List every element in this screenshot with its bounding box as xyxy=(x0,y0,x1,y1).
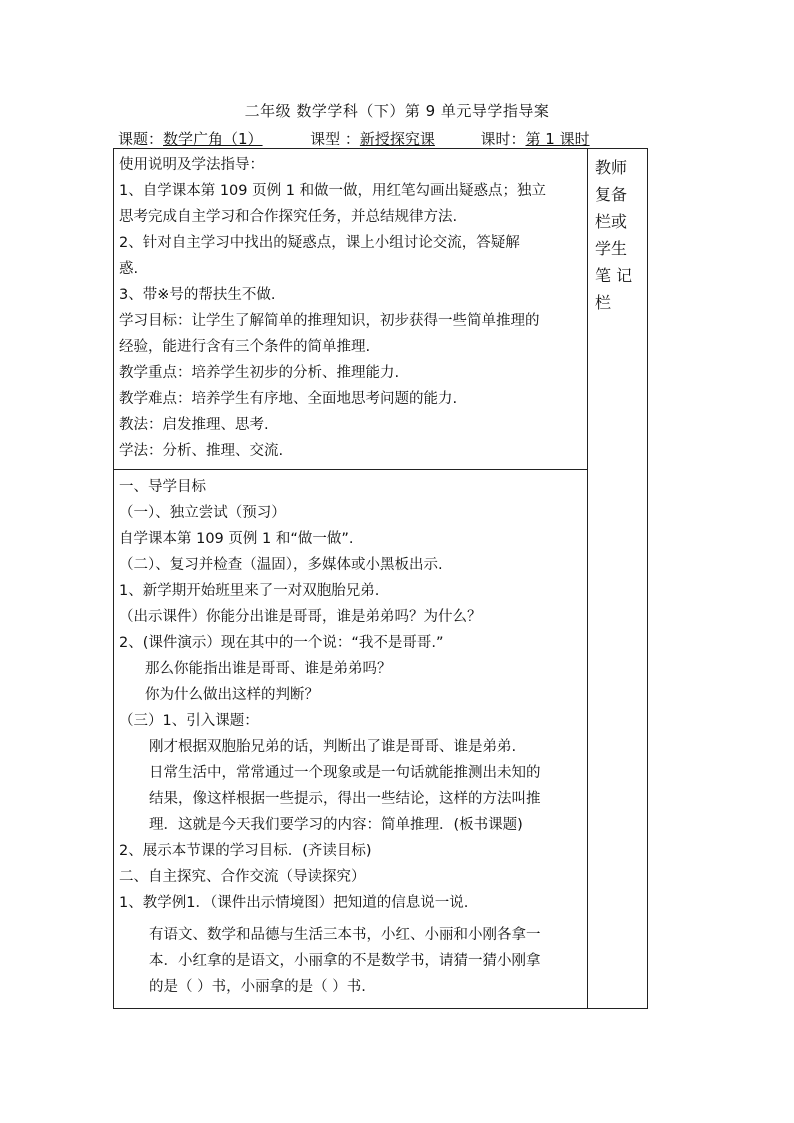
content-line: 你为什么做出这样的判断？ xyxy=(145,687,319,703)
topic-label: 课题： xyxy=(118,130,164,148)
sidebar-line: 学生 xyxy=(595,239,628,258)
content-line: 那么你能指出谁是哥哥、谁是弟弟吗？ xyxy=(145,661,392,677)
instruction-line: 惑. xyxy=(119,261,139,277)
type-label: 课型 ： xyxy=(310,130,360,148)
period-value: 第 1 课时 xyxy=(525,130,590,148)
content-line: 2、(课件演示）现在其中的一个说：“我不是哥哥.” xyxy=(119,635,444,651)
topic-value: 数学广角（1） xyxy=(163,130,263,148)
content-line: （三）1、引入课题： xyxy=(119,713,259,729)
content-line: 本．小红拿的是语文，小丽拿的不是数学书，请猜一猜小刚拿 xyxy=(149,953,541,969)
instructions-section xyxy=(119,152,584,464)
content-line: 自学课本第 109 页例 1 和“做一做”. xyxy=(119,531,354,547)
lesson-content-section xyxy=(119,474,584,1000)
content-line: 有语文、数学和品德与生活三本书，小红、小丽和小刚各拿一 xyxy=(149,927,541,943)
sidebar-line: 复备 xyxy=(595,185,628,204)
lesson-meta-row xyxy=(118,128,658,149)
sidebar-line: 栏 xyxy=(595,293,612,312)
content-line: 的是（ ）书，小丽拿的是（ ）书. xyxy=(149,979,366,995)
instruction-line: 1、自学课本第 109 页例 1 和做一做，用红笔勾画出疑惑点；独立 xyxy=(119,183,547,199)
instruction-line: 3、带※号的帮扶生不做. xyxy=(119,287,276,303)
content-line: 2、展示本节课的学习目标．(齐读目标) xyxy=(119,843,372,859)
content-line: 一、导学目标 xyxy=(119,479,206,495)
instruction-line: 教学重点：培养学生初步的分析、推理能力. xyxy=(119,365,400,381)
instruction-line: 2、针对自主学习中找出的疑惑点，课上小组讨论交流，答疑解 xyxy=(119,235,520,251)
content-line: （出示课件）你能分出谁是哥哥，谁是弟弟吗？为什么？ xyxy=(119,609,482,625)
sidebar-line: 笔 记 xyxy=(595,266,633,285)
instruction-line: 教法：启发推理、思考. xyxy=(119,417,269,433)
instruction-line: 思考完成自主学习和合作探究任务，并总结规律方法. xyxy=(119,209,458,225)
content-line: 1、新学期开始班里来了一对双胞胎兄弟. xyxy=(119,583,380,599)
teacher-notes-column xyxy=(587,148,649,1008)
instruction-line: 学习目标：让学生了解简单的推理知识，初步获得一些简单推理的 xyxy=(119,313,540,329)
content-line: 日常生活中，常常通过一个现象或是一句话就能推测出未知的 xyxy=(149,765,541,781)
type-value: 新授探究课 xyxy=(359,130,435,148)
section-divider xyxy=(113,469,587,470)
sidebar-line: 教师 xyxy=(595,158,628,177)
content-line: 1、教学例1．（课件出示情境图）把知道的信息说一说. xyxy=(119,895,469,911)
instruction-line: 使用说明及学法指导： xyxy=(119,157,264,173)
instruction-line: 学法：分析、推理、交流. xyxy=(119,443,284,459)
content-line: 结果，像这样根据一些提示，得出一些结论，这样的方法叫推 xyxy=(149,791,541,807)
instruction-line: 教学难点：培养学生有序地、全面地思考问题的能力. xyxy=(119,391,458,407)
content-line: （一）、独立尝试（预习） xyxy=(119,505,286,521)
period-label: 课时： xyxy=(480,130,526,148)
content-line: （二）、复习并检查（温固），多媒体或小黑板出示. xyxy=(119,557,443,573)
instruction-line: 经验，能进行含有三个条件的简单推理. xyxy=(119,339,371,355)
content-line: 刚才根据双胞胎兄弟的话，判断出了谁是哥哥、谁是弟弟. xyxy=(149,739,517,755)
content-line: 二、自主探究、合作交流（导读探究） xyxy=(119,869,366,885)
sidebar-line: 栏或 xyxy=(595,212,628,231)
document-title: 二年级 数学学科（下）第 9 单元导学指导案 xyxy=(244,102,550,120)
content-line: 理．这就是今天我们要学习的内容：简单推理．(板书课题) xyxy=(149,817,523,833)
